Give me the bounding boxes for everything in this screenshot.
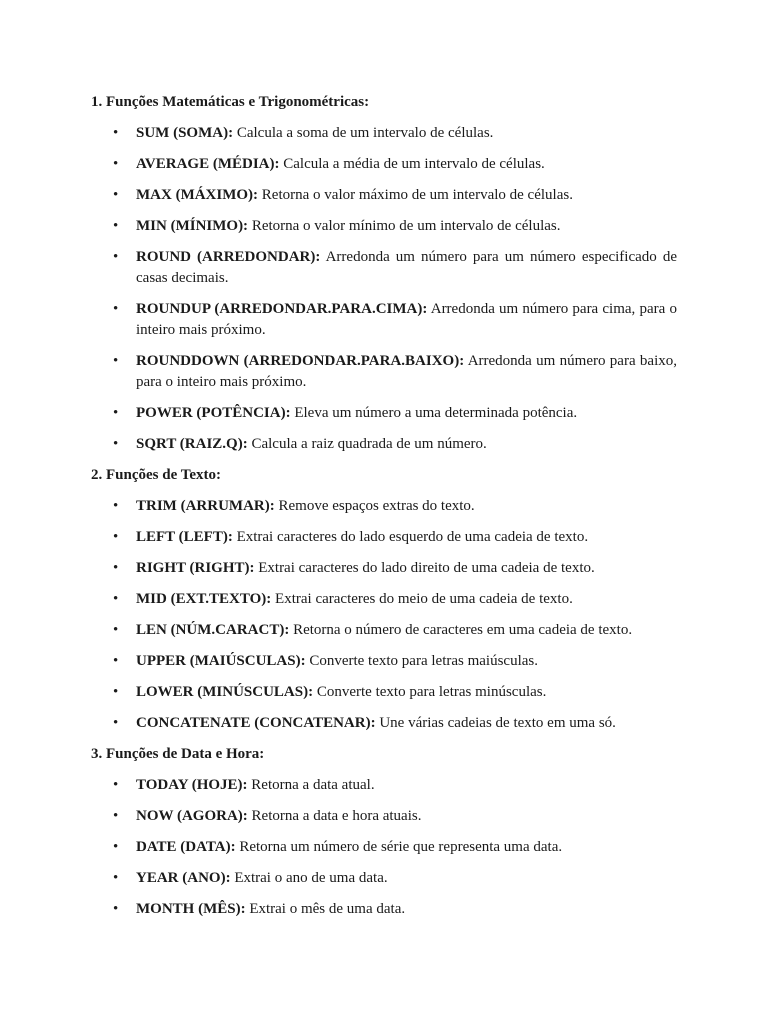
list-item xyxy=(91,899,677,920)
list-item xyxy=(91,775,677,796)
section-math xyxy=(91,92,677,455)
list-item xyxy=(91,837,677,858)
function-name: NOW (AGORA): xyxy=(136,808,248,824)
function-description: Extrai o ano de uma data. xyxy=(230,870,388,886)
list-item xyxy=(91,247,677,289)
list-item xyxy=(91,299,677,341)
list-item xyxy=(91,589,677,610)
bullet-icon: • xyxy=(113,218,119,234)
function-description: Calcula a média de um intervalo de células. xyxy=(279,156,545,172)
bullet-icon: • xyxy=(113,591,119,607)
function-description: Retorna o valor mínimo de um intervalo de células. xyxy=(248,218,561,234)
function-description: Retorna a data atual. xyxy=(247,777,375,793)
list-item xyxy=(91,868,677,889)
list-item xyxy=(91,403,677,424)
bullet-icon: • xyxy=(113,777,119,793)
bullet-icon: • xyxy=(113,249,119,265)
bullet-icon: • xyxy=(113,622,119,638)
function-description: Une várias cadeias de texto em uma só. xyxy=(375,715,616,731)
function-description: Arredonda um número para baixo, para o inteiro mais próximo. xyxy=(136,353,678,390)
function-description: Retorna a data e hora atuais. xyxy=(247,808,422,824)
function-name: ROUNDUP (ARREDONDAR.PARA.CIMA): xyxy=(136,301,428,317)
function-list xyxy=(91,123,677,455)
list-item xyxy=(91,713,677,734)
bullet-icon: • xyxy=(113,156,119,172)
function-description: Remove espaços extras do texto. xyxy=(274,498,475,514)
function-description: Retorna o valor máximo de um intervalo de células. xyxy=(258,187,573,203)
function-name: ROUNDDOWN (ARREDONDAR.PARA.BAIXO): xyxy=(136,353,465,369)
bullet-icon: • xyxy=(113,653,119,669)
list-item xyxy=(91,558,677,579)
function-name: POWER (POTÊNCIA): xyxy=(136,405,291,421)
function-description: Converte texto para letras minúsculas. xyxy=(313,684,547,700)
bullet-icon: • xyxy=(113,839,119,855)
list-item xyxy=(91,123,677,144)
function-description: Calcula a raiz quadrada de um número. xyxy=(247,436,487,452)
function-name: DATE (DATA): xyxy=(136,839,236,855)
bullet-icon: • xyxy=(113,715,119,731)
function-name: YEAR (ANO): xyxy=(136,870,231,886)
list-item xyxy=(91,154,677,175)
function-name: MIN (MÍNIMO): xyxy=(136,218,249,234)
function-name: SUM (SOMA): xyxy=(136,125,234,141)
function-description: Extrai o mês de uma data. xyxy=(245,901,406,917)
function-name: ROUND (ARREDONDAR): xyxy=(136,249,321,265)
function-description: Arredonda um número para cima, para o inteiro mais próximo. xyxy=(136,301,677,338)
bullet-icon: • xyxy=(113,498,119,514)
bullet-icon: • xyxy=(113,684,119,700)
function-description: Converte texto para letras maiúsculas. xyxy=(305,653,538,669)
function-description: Eleva um número a uma determinada potência. xyxy=(290,405,578,421)
bullet-icon: • xyxy=(113,301,119,317)
function-description: Extrai caracteres do lado esquerdo de uma cadeia de texto. xyxy=(232,529,589,545)
bullet-icon: • xyxy=(113,353,119,369)
function-name: LEN (NÚM.CARACT): xyxy=(136,622,290,638)
document-page xyxy=(91,92,677,930)
function-name: MONTH (MÊS): xyxy=(136,901,246,917)
bullet-icon: • xyxy=(113,125,119,141)
section-heading: 2. Funções de Texto: xyxy=(91,467,222,483)
bullet-icon: • xyxy=(113,529,119,545)
function-name: LEFT (LEFT): xyxy=(136,529,233,545)
section-heading: 3. Funções de Data e Hora: xyxy=(91,746,265,762)
list-item xyxy=(91,185,677,206)
list-item xyxy=(91,216,677,237)
function-description: Retorna o número de caracteres em uma cadeia de texto. xyxy=(289,622,633,638)
bullet-icon: • xyxy=(113,901,119,917)
list-item xyxy=(91,496,677,517)
list-item xyxy=(91,434,677,455)
section-heading: 1. Funções Matemáticas e Trigonométricas: xyxy=(91,94,370,110)
bullet-icon: • xyxy=(113,405,119,421)
function-description: Retorna um número de série que representa uma data. xyxy=(235,839,563,855)
function-name: CONCATENATE (CONCATENAR): xyxy=(136,715,376,731)
function-name: LOWER (MINÚSCULAS): xyxy=(136,684,314,700)
section-text xyxy=(91,465,677,734)
list-item xyxy=(91,527,677,548)
function-name: TRIM (ARRUMAR): xyxy=(136,498,275,514)
function-list xyxy=(91,496,677,734)
function-name: MAX (MÁXIMO): xyxy=(136,187,259,203)
section-date-time xyxy=(91,744,677,920)
function-name: TODAY (HOJE): xyxy=(136,777,248,793)
bullet-icon: • xyxy=(113,870,119,886)
list-item xyxy=(91,351,677,393)
function-name: UPPER (MAIÚSCULAS): xyxy=(136,653,306,669)
function-description: Extrai caracteres do meio de uma cadeia de texto. xyxy=(271,591,573,607)
function-name: SQRT (RAIZ.Q): xyxy=(136,436,248,452)
bullet-icon: • xyxy=(113,187,119,203)
function-description: Extrai caracteres do lado direito de uma cadeia de texto. xyxy=(254,560,595,576)
bullet-icon: • xyxy=(113,808,119,824)
function-name: AVERAGE (MÉDIA): xyxy=(136,156,280,172)
list-item xyxy=(91,682,677,703)
function-description: Calcula a soma de um intervalo de células. xyxy=(233,125,494,141)
function-description: Arredonda um número para um número especificado de casas decimais. xyxy=(136,249,677,286)
function-name: MID (EXT.TEXTO): xyxy=(136,591,272,607)
list-item xyxy=(91,620,677,641)
list-item xyxy=(91,806,677,827)
bullet-icon: • xyxy=(113,436,119,452)
function-list xyxy=(91,775,677,920)
list-item xyxy=(91,651,677,672)
bullet-icon: • xyxy=(113,560,119,576)
function-name: RIGHT (RIGHT): xyxy=(136,560,255,576)
